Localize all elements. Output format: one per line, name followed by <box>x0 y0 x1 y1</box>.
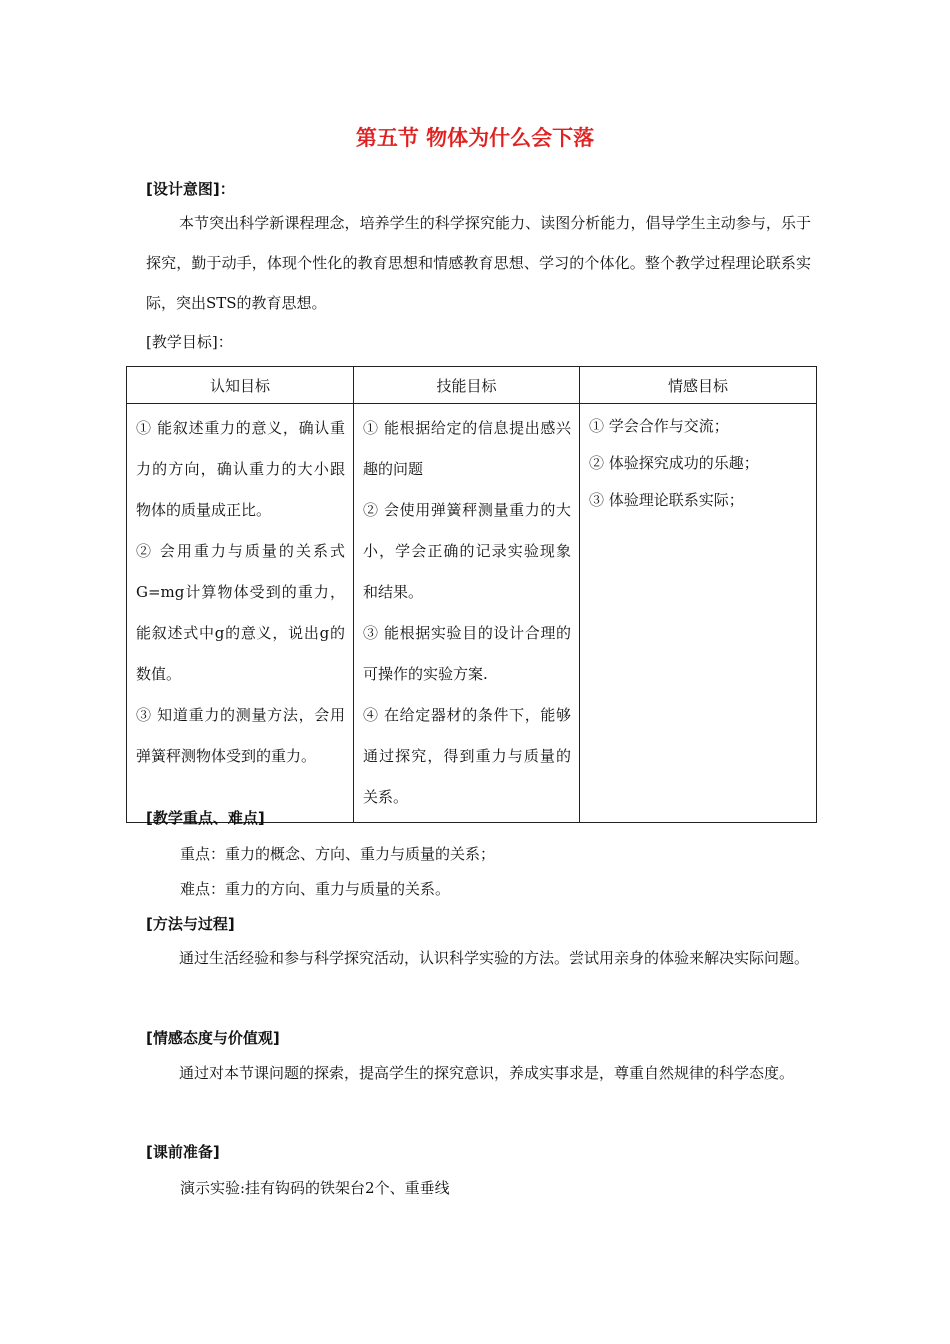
skill-goals-cell <box>354 404 580 823</box>
list-item: ③ 体验理论联系实际； <box>589 491 744 509</box>
list-item: ① 能叙述重力的意义，确认重力的方向，确认重力的大小跟物体的质量成正比。 <box>136 419 345 519</box>
design-intent-heading: [设计意图]： <box>146 180 235 198</box>
list-item: ② 体验探究成功的乐趣； <box>589 454 759 472</box>
difficulty-text: 难点：重力的方向、重力与质量的关系。 <box>180 880 451 898</box>
table-header-row <box>127 367 817 404</box>
list-item: ① 能根据给定的信息提出感兴趣的问题 <box>363 419 571 478</box>
header-affective: 情感目标 <box>580 367 817 404</box>
focus-text: 重点：重力的概念、方向、重力与质量的关系； <box>180 845 496 863</box>
preparation-heading: [课前准备] <box>146 1143 220 1161</box>
design-intent-text: 本节突出科学新课程理念，培养学生的科学探究能力、读图分析能力，倡导学生主动参与，乐于探究，勤于动手，体现个性化的教育思想和情感教育思想、学习的个体化。整个教学过程理论联系实际，突出STS的教育思想。 <box>146 214 811 312</box>
list-item: ③ 能根据实验目的设计合理的可操作的实验方案. <box>363 624 571 683</box>
header-skills: 技能目标 <box>354 367 580 404</box>
affective-goals-cell <box>580 404 817 823</box>
key-points-heading: [教学重点、难点] <box>146 809 265 827</box>
list-item: ③ 知道重力的测量方法，会用弹簧秤测物体受到的重力。 <box>136 706 345 765</box>
list-item: ② 会用重力与质量的关系式G=mg计算物体受到的重力，能叙述式中g的意义，说出g的数值。 <box>136 542 345 683</box>
attitude-heading: [情感态度与价值观] <box>146 1029 280 1047</box>
list-item: ④ 在给定器材的条件下，能够通过探究，得到重力与质量的关系。 <box>363 706 571 806</box>
list-item: ① 学会合作与交流； <box>589 417 729 435</box>
teaching-goals-table <box>126 366 817 823</box>
attitude-text: 通过对本节课问题的探索，提高学生的探究意识，养成实事求是，尊重自然规律的科学态度。 <box>179 1064 795 1082</box>
cognitive-goals-cell <box>127 404 354 823</box>
list-item: ② 会使用弹簧秤测量重力的大小，学会正确的记录实验现象和结果。 <box>363 501 571 601</box>
preparation-text: 演示实验:挂有钩码的铁架台2个、重垂线 <box>180 1179 450 1197</box>
document-title: 第五节 物体为什么会下落 <box>355 126 595 150</box>
method-heading: [方法与过程] <box>146 915 235 933</box>
teaching-goals-heading: [教学目标]： <box>146 333 233 351</box>
method-text: 通过生活经验和参与科学探究活动，认识科学实验的方法。尝试用亲身的体验来解决实际问题。 <box>179 949 810 967</box>
header-cognitive: 认知目标 <box>127 367 354 404</box>
table-row <box>127 404 817 823</box>
